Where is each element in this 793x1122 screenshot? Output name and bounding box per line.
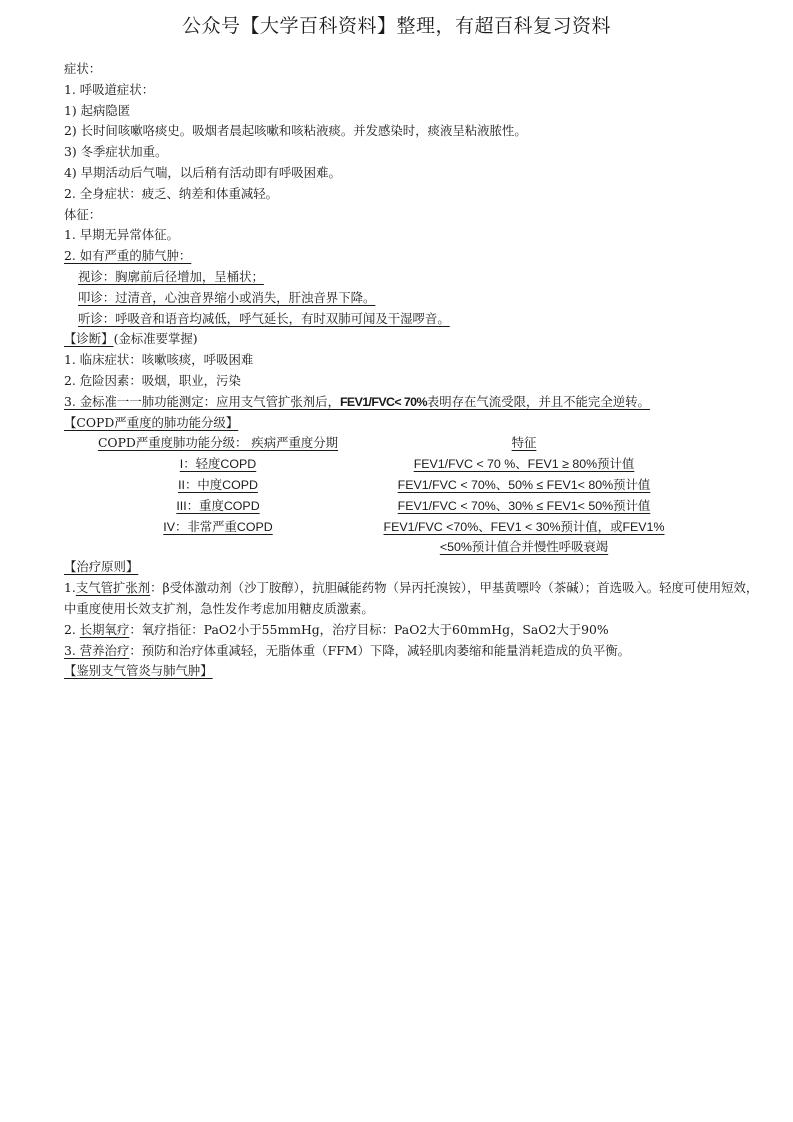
gold-standard	[64, 394, 650, 409]
treatment-number: 2.	[64, 621, 76, 637]
treatment-number: 3.	[64, 642, 76, 658]
table-header-row	[64, 433, 764, 454]
signs-early: 1. 早期无异常体征。	[64, 227, 179, 243]
stage-cell: III：重度COPD	[176, 498, 260, 513]
signs-inspection: 视诊：胸廓前后径增加，呈桶状；	[78, 268, 264, 284]
document-body	[64, 59, 764, 682]
treatment-label: 支气管扩张剂	[75, 580, 151, 596]
feature-cell: FEV1/FVC < 70%、50% ≤ FEV1< 80%预计值	[397, 477, 651, 492]
respiratory-symptoms-heading: 1. 呼吸道症状：	[64, 81, 155, 97]
signs-emphysema: 2. 如有严重的肺气肿：	[64, 248, 192, 264]
symptom-item: 3) 冬季症状加重。	[64, 144, 168, 160]
table-row	[64, 454, 764, 475]
treatment-number: 1.	[64, 580, 76, 596]
signs-auscultation: 听诊：呼吸音和语音均减低，呼气延长，有时双肺可闻及干湿啰音。	[78, 310, 450, 326]
diagnosis-item: 1. 临床症状：咳嗽咳痰，呼吸困难	[64, 352, 254, 368]
signs-percussion: 叩诊：过清音，心浊音界缩小或消失，肝浊音界下降。	[78, 289, 376, 305]
feature-cell: FEV1/FVC < 70%、30% ≤ FEV1< 50%预计值	[397, 498, 651, 513]
table-row	[64, 475, 764, 496]
systemic-symptoms: 2. 全身症状：疲乏、纳差和体重减轻。	[64, 185, 279, 201]
feature-cell: FEV1/FVC <70%、FEV1 < 30%预计值，或FEV1%	[383, 519, 665, 534]
diagnosis-heading-note: (金标准要掌握)	[113, 331, 198, 347]
grading-heading: 【COPD严重度的肺功能分级】	[64, 414, 239, 430]
feature-cell: FEV1/FVC < 70 %、FEV1 ≥ 80%预计值	[413, 457, 635, 472]
signs-heading: 体征：	[64, 206, 102, 222]
treatment-heading: 【治疗原则】	[64, 559, 139, 575]
symptom-item: 4) 早期活动后气喘，以后稍有活动即有呼吸困难。	[64, 164, 341, 180]
table-row	[64, 517, 764, 538]
treatment-item-bronchodilator	[64, 578, 764, 620]
page-header: 公众号【大学百科资料】整理，有超百科复习资料	[181, 15, 611, 37]
treatment-label: 营养治疗	[79, 642, 130, 658]
feature-cell-continuation: <50%预计值合并慢性呼吸衰竭	[439, 540, 609, 555]
table-header-stage: COPD严重度肺功能分级： 疾病严重度分期	[97, 435, 339, 451]
treatment-body: ：β受体激动剂（沙丁胺醇），抗胆碱能药物（异丙托溴铵），甲基黄嘌呤（茶碱）；首选吸入。轻度可使用短效，中重度使用长效支扩剂，急性发作考虑加用糖皮质激素。	[64, 580, 759, 616]
diagnosis-heading: 【诊断】	[64, 331, 114, 347]
symptoms-heading: 症状：	[64, 61, 102, 76]
differential-heading: 【鉴别支气管炎与肺气肿】	[64, 663, 213, 679]
gold-standard-suffix: 表明存在气流受限，并且不能完全逆转。	[426, 393, 650, 409]
treatment-body: ：氧疗指征：PaO2小于55mmHg，治疗目标：PaO2大于60mmHg，SaO2大于90%	[129, 621, 609, 637]
gold-standard-prefix: 3. 金标准一一肺功能测定：应用支气管扩张剂后，	[64, 393, 340, 409]
treatment-body: ：预防和治疗体重减轻，无脂体重（FFM）下降，减轻肌肉萎缩和能量消耗造成的负平衡。	[129, 642, 631, 658]
symptom-item: 2) 长时间咳嗽咯痰史。吸烟者晨起咳嗽和咳粘液痰。并发感染时，痰液呈粘液脓性。	[64, 123, 527, 139]
treatment-label: 长期氧疗	[79, 621, 130, 637]
gold-standard-criterion: FEV1/FVC< 70%	[339, 394, 427, 409]
treatment-item-nutrition	[64, 641, 764, 662]
stage-cell: I：轻度COPD	[179, 457, 257, 472]
stage-cell: IV：非常严重COPD	[163, 519, 273, 534]
treatment-item-oxygen	[64, 620, 764, 641]
table-header-feature: 特征	[511, 435, 537, 451]
diagnosis-item: 2. 危险因素：吸烟，职业，污染	[64, 372, 241, 388]
copd-grading-table	[64, 433, 764, 557]
table-row-continuation	[64, 537, 764, 558]
symptom-item: 1) 起病隐匿	[64, 102, 131, 118]
stage-cell: II：中度COPD	[178, 477, 258, 492]
table-row	[64, 496, 764, 517]
